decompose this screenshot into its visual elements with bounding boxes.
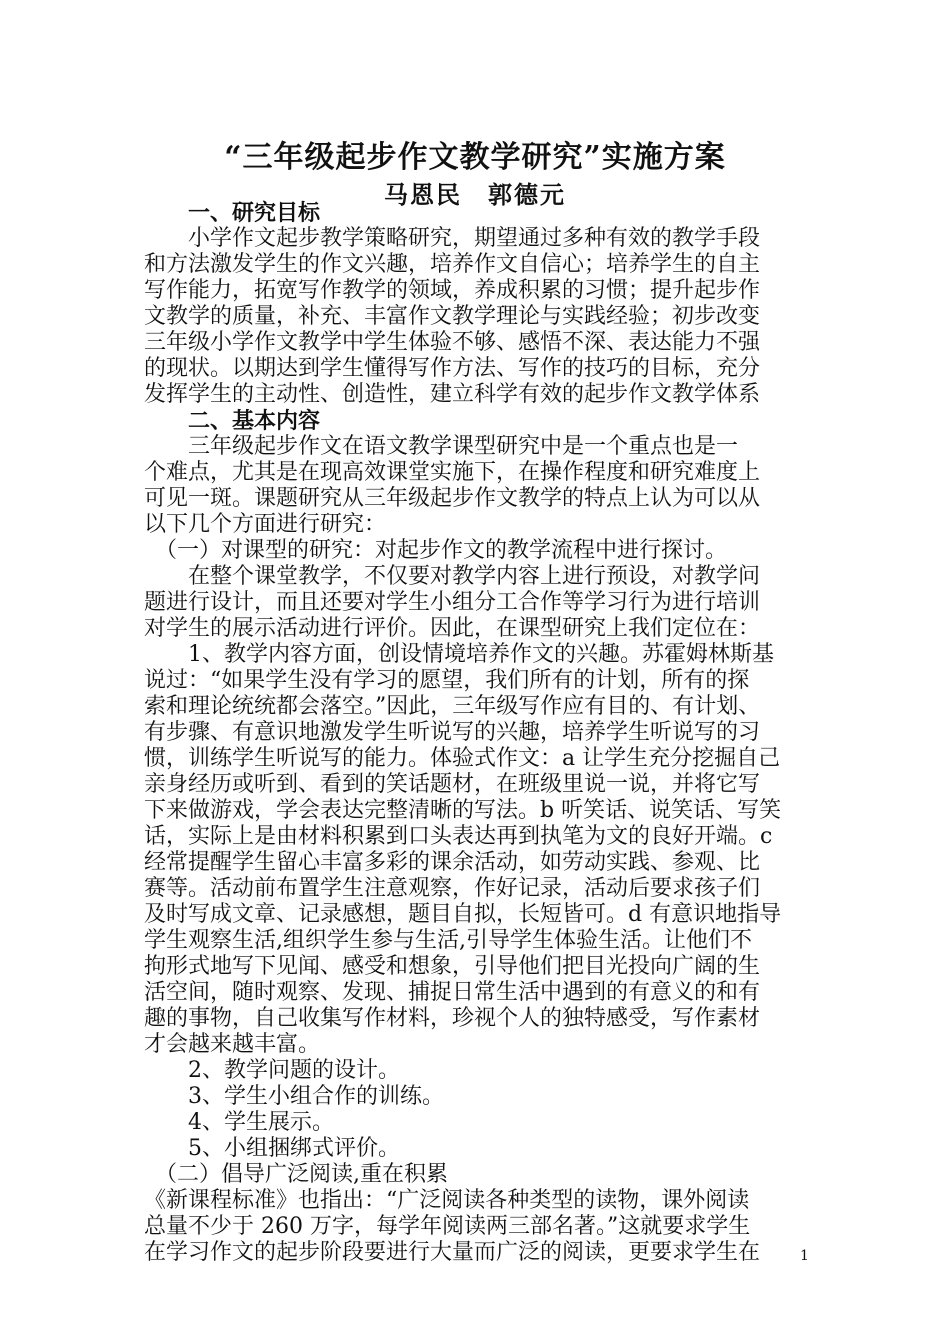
text-line: 总量不少于 260 万字，每学年阅读两三部名著。”这就要求学生	[144, 1214, 751, 1239]
text-line: 《新课程标准》也指出：“广泛阅读各种类型的读物，课外阅读	[144, 1188, 750, 1213]
text-line: 和方法激发学生的作文兴趣，培养作文自信心；培养学生的自主	[144, 252, 761, 277]
text-line: 对学生的展示活动进行评价。因此，在课型研究上我们定位在：	[144, 616, 761, 641]
document-title: “三年级起步作文教学研究”实施方案	[224, 140, 726, 175]
section-heading: 一、研究目标	[144, 200, 321, 226]
text-line: 1、教学内容方面，创设情境培养作文的兴趣。苏霍姆林斯基	[144, 642, 774, 667]
text-line: （一）对课型的研究：对起步作文的教学流程中进行探讨。	[144, 538, 728, 563]
document-body	[144, 200, 809, 1266]
text-line: （二）倡导广泛阅读,重在积累	[144, 1162, 448, 1187]
text-line: 经常提醒学生留心丰富多彩的课余活动，如劳动实践、参观、比	[144, 850, 761, 875]
text-line: 有步骤、有意识地激发学生听说写的兴趣，培养学生听说写的习	[144, 720, 761, 745]
text-line: 索和理论统统都会落空。”因此，三年级写作应有目的、有计划、	[144, 694, 761, 719]
section-heading: 二、基本内容	[144, 408, 321, 434]
text-line: 以下几个方面进行研究：	[144, 512, 387, 537]
text-line: 活空间，随时观察、发现、捕捉日常生活中遇到的有意义的和有	[144, 980, 761, 1005]
text-line: 惯，训练学生听说写的能力。体验式作文：a 让学生充分挖掘自己	[144, 746, 781, 771]
text-line: 及时写成文章、记录感想，题目自拟，长短皆可。d 有意识地指导	[144, 902, 782, 927]
text-line: 个难点，尤其是在现高效课堂实施下，在操作程度和研究难度上	[144, 460, 761, 485]
text-line: 亲身经历或听到、看到的笑话题材，在班级里说一说，并将它写	[144, 772, 761, 797]
text-line: 学生观察生活,组织学生参与生活,引导学生体验生活。让他们不	[144, 928, 752, 953]
text-line: 话，实际上是由材料积累到口头表达再到执笔为文的良好开端。c	[144, 824, 773, 849]
text-line: 拘形式地写下见闻、感受和想象，引导他们把目光投向广阔的生	[144, 954, 761, 979]
text-line: 的现状。以期达到学生懂得写作方法、写作的技巧的目标，充分	[144, 356, 761, 381]
text-line: 在学习作文的起步阶段要进行大量而广泛的阅读，更要求学生在	[144, 1240, 761, 1265]
text-line: 下来做游戏，学会表达完整清晰的写法。b 听笑话、说笑话、写笑	[144, 798, 782, 823]
text-line: 题进行设计，而且还要对学生小组分工合作等学习行为进行培训	[144, 590, 761, 615]
text-line: 三年级小学作文教学中学生体验不够、感悟不深、表达能力不强	[144, 330, 761, 355]
text-line: 4、学生展示。	[144, 1110, 334, 1135]
page-number: 1	[800, 1248, 809, 1264]
text-line: 趣的事物，自己收集写作材料，珍视个人的独特感受，写作素材	[144, 1006, 761, 1031]
document-authors: 马恩民 郭德元	[384, 180, 566, 209]
text-line: 在整个课堂教学，不仅要对教学内容上进行预设，对教学问	[144, 564, 761, 589]
text-line: 说过：“如果学生没有学习的愿望，我们所有的计划，所有的探	[144, 668, 750, 693]
text-line: 发挥学生的主动性、创造性，建立科学有效的起步作文教学体系	[144, 382, 761, 407]
text-line: 5、小组捆绑式评价。	[144, 1136, 400, 1161]
text-line: 小学作文起步教学策略研究，期望通过多种有效的教学手段	[144, 226, 761, 251]
text-line: 三年级起步作文在语文教学课型研究中是一个重点也是一	[144, 434, 739, 459]
text-line: 3、学生小组合作的训练。	[144, 1084, 444, 1109]
text-line: 写作能力，拓宽写作教学的领域，养成积累的习惯；提升起步作	[144, 278, 761, 303]
text-line: 赛等。活动前布置学生注意观察，作好记录，活动后要求孩子们	[144, 876, 761, 901]
text-line: 可见一斑。课题研究从三年级起步作文教学的特点上认为可以从	[144, 486, 761, 511]
text-line: 才会越来越丰富。	[144, 1032, 321, 1057]
text-line: 2、教学问题的设计。	[144, 1058, 400, 1083]
text-line: 文教学的质量，补充、丰富作文教学理论与实践经验；初步改变	[144, 304, 761, 329]
